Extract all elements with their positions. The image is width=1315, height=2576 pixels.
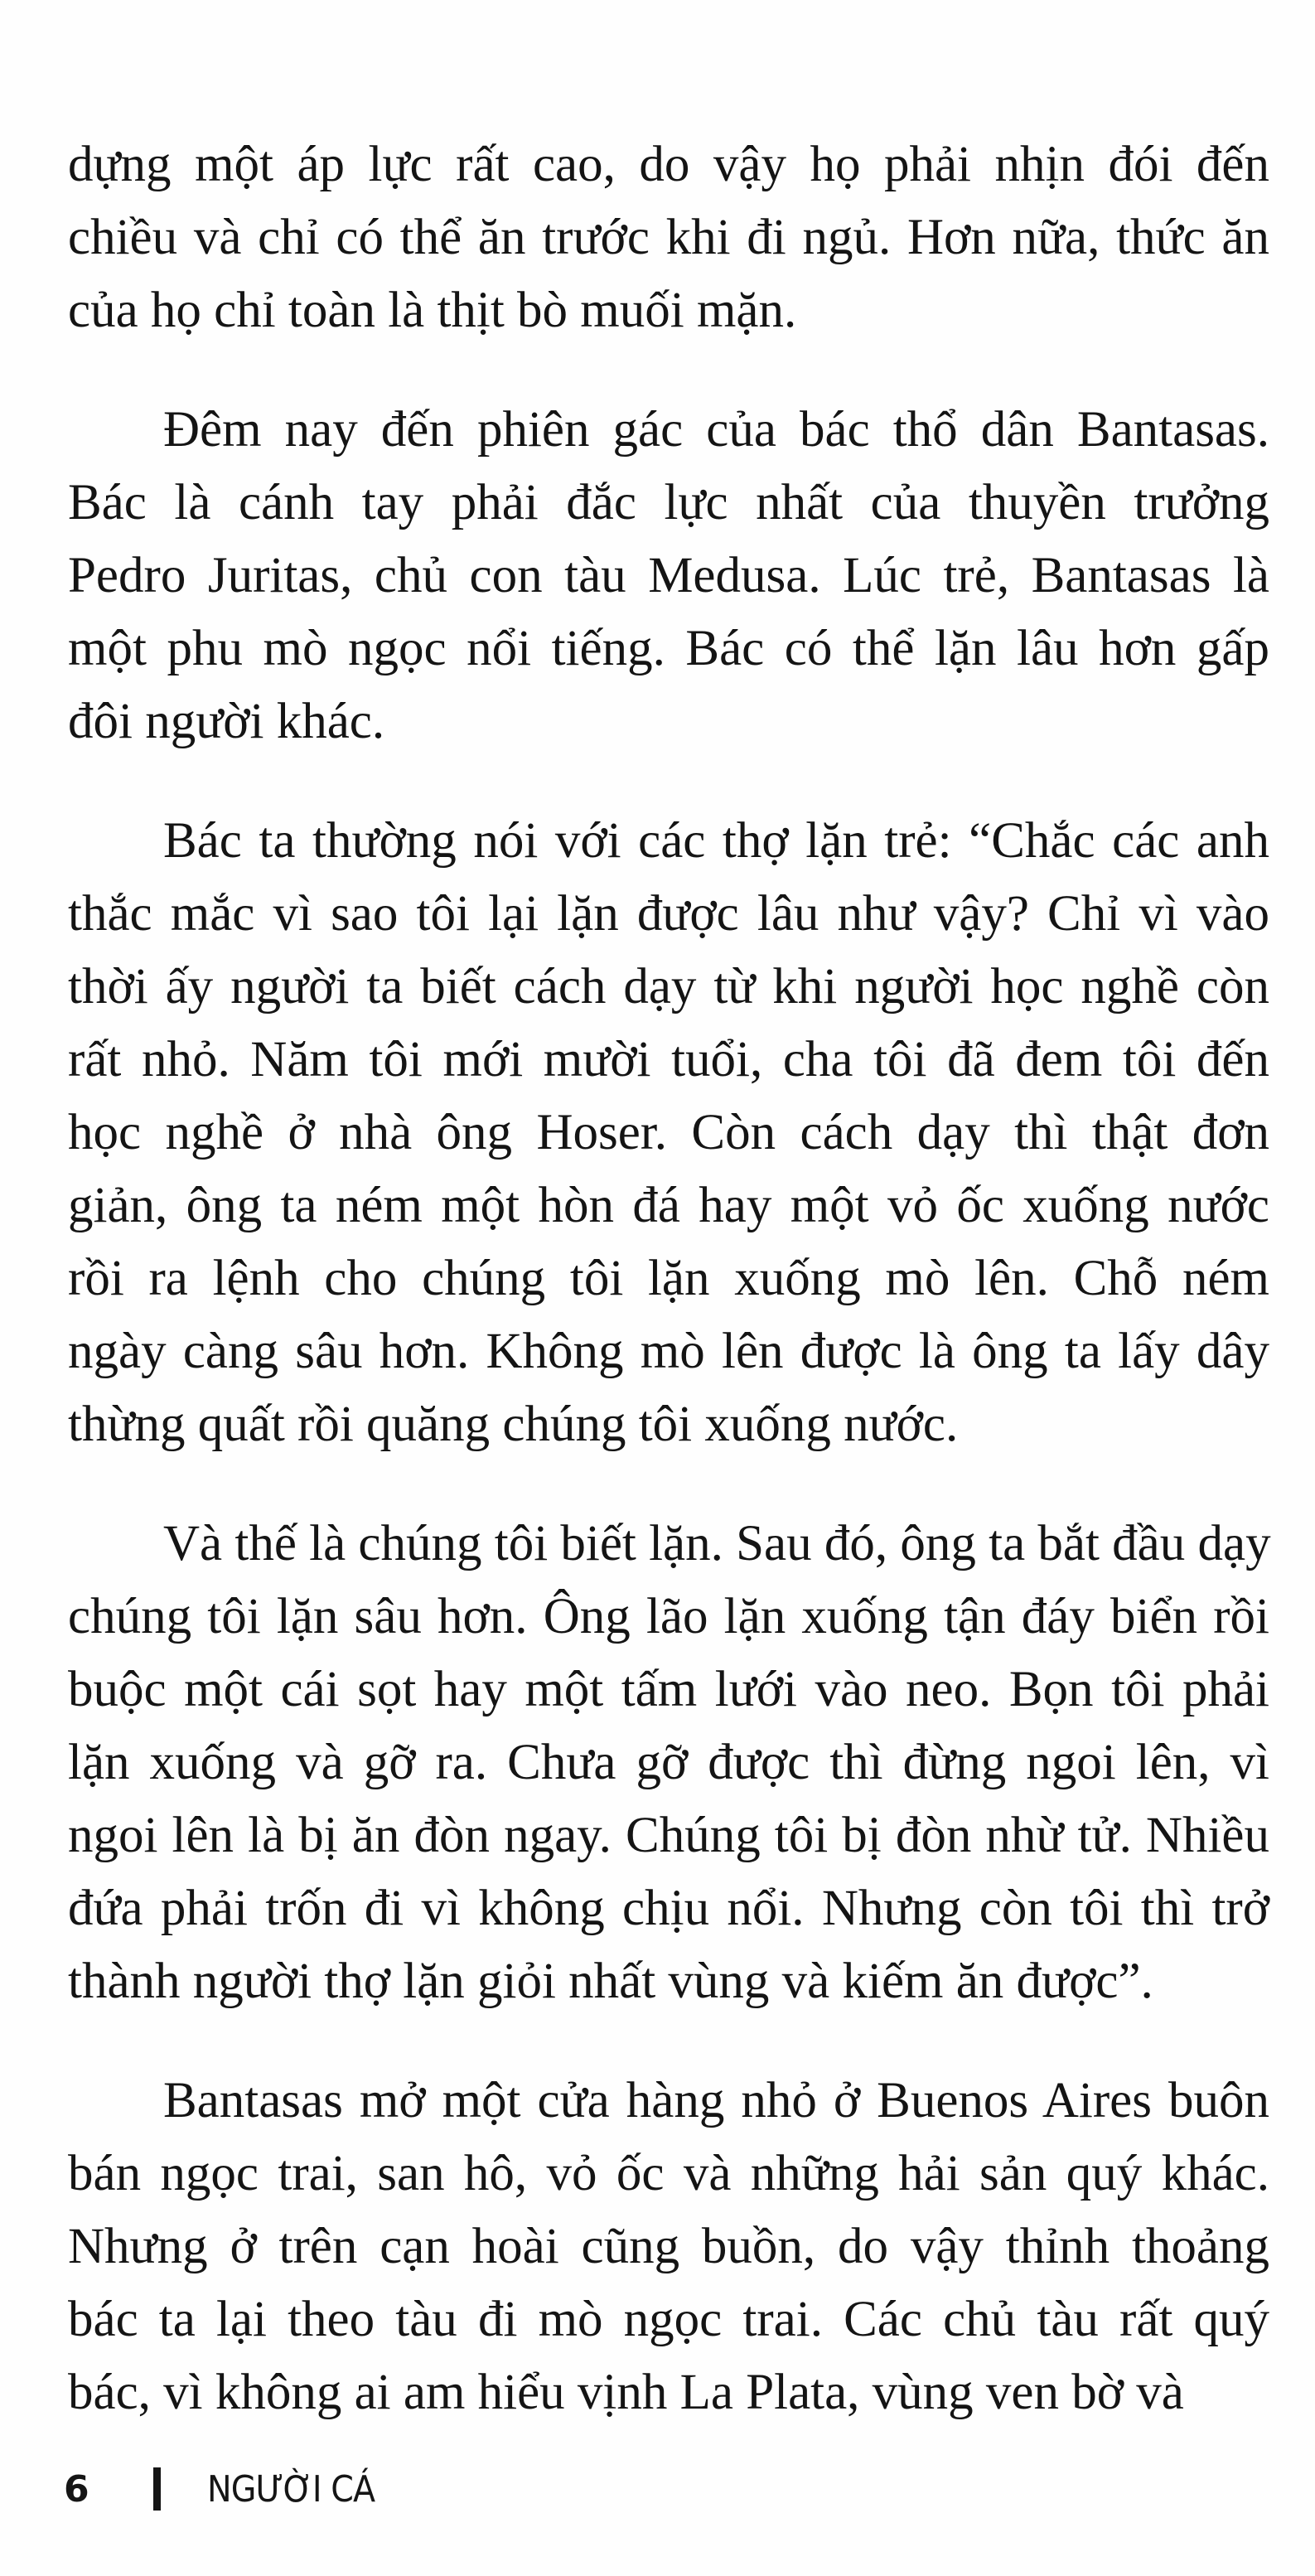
page-number: 6 [64, 2467, 89, 2511]
text-line: đứa phải trốn đi vì không chịu nổi. Nhưng còn tôi thì trở [68, 1881, 1269, 1936]
text-line: ngày càng sâu hơn. Không mò lên được là ông ta lấy dây [68, 1324, 1269, 1379]
text-line: Và thế là chúng tôi biết lặn. Sau đó, ông ta bắt đầu dạy [163, 1516, 1271, 1571]
paragraph [68, 805, 1269, 1461]
paragraph [68, 1508, 1269, 2018]
text-line: ngoi lên là bị ăn đòn ngay. Chúng tôi bị đòn nhừ tử. Nhiều [68, 1808, 1269, 1863]
text-line: học nghề ở nhà ông Hoser. Còn cách dạy thì thật đơn [68, 1105, 1269, 1160]
text-line: chúng tôi lặn sâu hơn. Ông lão lặn xuống tận đáy biển rồi [68, 1589, 1269, 1644]
paragraph [68, 394, 1269, 758]
running-title: NGƯỜI CÁ [207, 2467, 375, 2511]
text-line: rồi ra lệnh cho chúng tôi lặn xuống mò lên. Chỗ ném [68, 1251, 1269, 1306]
text-line: bác, vì không ai am hiểu vịnh La Plata, vùng ven bờ và [68, 2365, 1184, 2420]
page-footer [64, 2468, 394, 2510]
body-text [68, 128, 1269, 2476]
text-line: dựng một áp lực rất cao, do vậy họ phải nhịn đói đến [68, 137, 1269, 192]
text-line: chiều và chỉ có thể ăn trước khi đi ngủ. Hơn nữa, thức ăn [68, 210, 1269, 265]
paragraph [68, 2065, 1269, 2429]
text-line: Đêm nay đến phiên gác của bác thổ dân Bantasas. [163, 402, 1269, 458]
text-line: rất nhỏ. Năm tôi mới mười tuổi, cha tôi đã đem tôi đến [68, 1032, 1269, 1087]
text-line: của họ chỉ toàn là thịt bò muối mặn. [68, 283, 797, 338]
text-line: Bác ta thường nói với các thợ lặn trẻ: “Chắc các anh [163, 813, 1269, 869]
text-line: một phu mò ngọc nổi tiếng. Bác có thể lặn lâu hơn gấp [68, 621, 1269, 676]
text-line: Bantasas mở một cửa hàng nhỏ ở Buenos Aires buôn [163, 2073, 1269, 2128]
footer-divider [153, 2467, 161, 2511]
text-line: buộc một cái sọt hay một tấm lưới vào neo. Bọn tôi phải [68, 1662, 1269, 1717]
text-line: bác ta lại theo tàu đi mò ngọc trai. Các chủ tàu rất quý [68, 2292, 1269, 2347]
paragraph [68, 128, 1269, 347]
text-line: bán ngọc trai, san hô, vỏ ốc và những hải sản quý khác. [68, 2146, 1269, 2201]
text-line: giản, ông ta ném một hòn đá hay một vỏ ốc xuống nước [68, 1178, 1269, 1233]
text-line: thành người thợ lặn giỏi nhất vùng và kiếm ăn được”. [68, 1954, 1153, 2009]
text-line: thừng quất rồi quăng chúng tôi xuống nước. [68, 1397, 959, 1452]
text-line: thắc mắc vì sao tôi lại lặn được lâu như vậy? Chỉ vì vào [68, 886, 1269, 942]
text-line: thời ấy người ta biết cách dạy từ khi người học nghề còn [68, 959, 1269, 1014]
text-line: Bác là cánh tay phải đắc lực nhất của thuyền trưởng [68, 475, 1269, 530]
text-line: Nhưng ở trên cạn hoài cũng buồn, do vậy thỉnh thoảng [68, 2219, 1269, 2274]
text-line: lặn xuống và gỡ ra. Chưa gỡ được thì đừng ngoi lên, vì [68, 1735, 1269, 1790]
text-line: Pedro Juritas, chủ con tàu Medusa. Lúc trẻ, Bantasas là [68, 548, 1269, 603]
text-line: đôi người khác. [68, 694, 385, 749]
